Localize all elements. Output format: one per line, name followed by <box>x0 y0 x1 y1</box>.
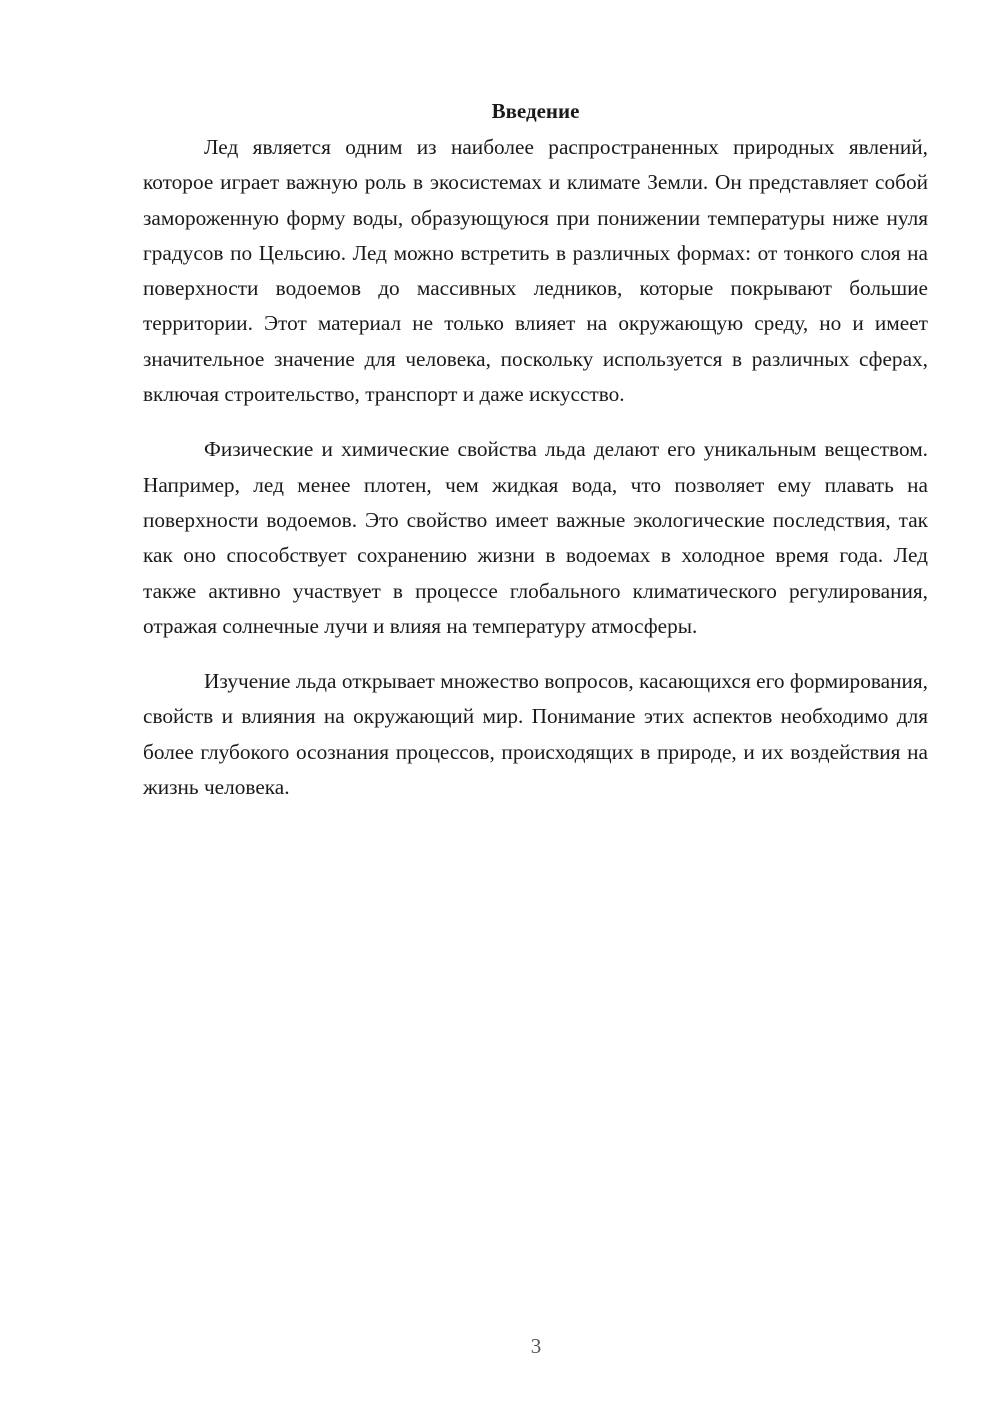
paragraph-2: Физические и химические свойства льда делают его уникальным веществом. Например, лед менее плотен, чем жидкая вода, что позволяет ему плавать на поверхности водоемов. Это свойство имеет важные экологические последствия, так как оно способствует сохранению жизни в водоемах в холодное время года. Лед также активно участвует в процессе глобального климатического регулирования, отражая солнечные лучи и влияя на температуру атмосферы. <box>143 437 928 638</box>
paragraph-1: Лед является одним из наиболее распространенных природных явлений, которое играет важную роль в экосистемах и климате Земли. Он представляет собой замороженную форму воды, образующуюся при понижении температуры ниже нуля градусов по Цельсию. Лед можно встретить в различных формах: от тонкого слоя на поверхности водоемов до массивных ледников, которые покрывают большие территории. Этот материал не только влияет на окружающую среду, но и имеет значительное значение для человека, поскольку используется в различных сферах, включая строительство, транспорт и даже искусство. <box>143 135 928 407</box>
section-title: Введение <box>491 99 580 123</box>
paragraph-3: Изучение льда открывает множество вопросов, касающихся его формирования, свойств и влияния на окружающий мир. Понимание этих аспектов необходимо для более глубокого осознания процессов, происходящих в природе, и их воздействия на жизнь человека. <box>143 669 928 800</box>
page-content <box>143 96 928 825</box>
page-number: 3 <box>530 1334 542 1358</box>
